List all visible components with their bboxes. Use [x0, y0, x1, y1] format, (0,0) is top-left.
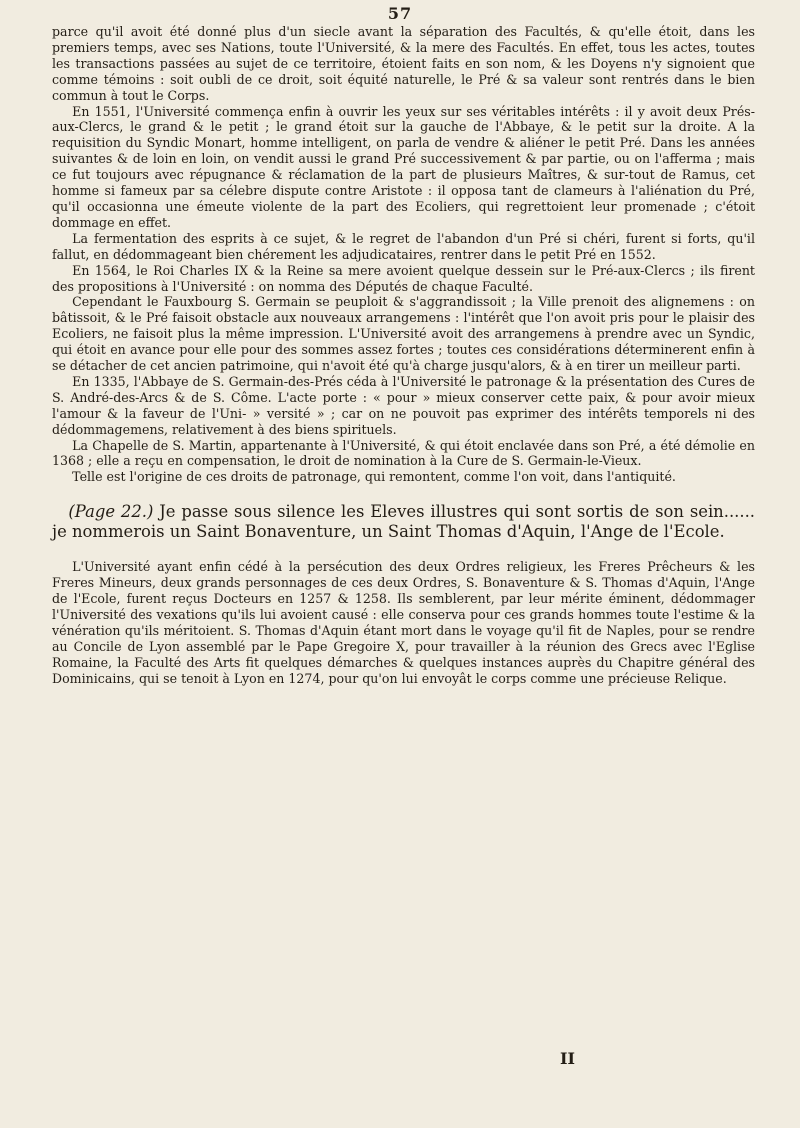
paragraph: Telle est l'origine de ces droits de patronage, qui remontent, comme l'on voit, dans l'antiquité.	[72, 469, 676, 485]
paragraph: En 1564, le Roi Charles IX & la Reine sa mere avoient quelque dessein sur le Pré-aux-Clercs ; ils firent des propositions à l'Université : on nomma des Députés de chaque Faculté.	[52, 262, 755, 294]
body-text	[52, 24, 755, 687]
paragraph: Cependant le Fauxbourg S. Germain se peuploit & s'aggrandissoit ; la Ville prenoit des alignemens : on bâtissoit, & le Pré faisoit obstacle aux nouveaux arrangemens : l'intérêt que l'on avoit pris pour le plaisir des Ecoliers, ne faisoit plus la même impression. L'Université avoit des arrangemens à prendre avec un Syndic, qui étoit en avance pour elle pour des sommes assez fortes ; toutes ces considérations déterminerent enfin à se détacher de cet ancien patrimoine, qui n'avoit été qu'à charge jusqu'alors, & à en tirer un meilleur parti.	[52, 294, 755, 374]
paragraph: La Chapelle de S. Martin, appartenante à l'Université, & qui étoit enclavée dans son Pré, a été démolie en 1368 ; elle a reçu en compensation, le droit de nomination à la Cure de S. Germain-le-Vieux.	[52, 437, 755, 469]
page-reference: (Page 22.)	[68, 502, 154, 522]
catchword: II	[560, 1049, 575, 1068]
paragraph: En 1551, l'Université commença enfin à ouvrir les yeux sur ses véritables intérêts : il y avoit deux Prés-aux-Clercs, le grand & le petit ; le grand étoit sur la gauche de l'Abbaye, & le petit sur la droite. A la requisition du Syndic Monart, homme intelligent, on parla de vendre & aliéner le petit Pré. Dans les années suivantes & de loin en loin, on vendit aussi le grand Pré successivement & par partie, ou on l'afferma ; mais ce fut toujours avec répugnance & réclamation de la part de plusieurs Maîtres, & sur-tout de Ramus, cet homme si fameux par sa célebre dispute contre Aristote : il opposa tant de clameurs à l'aliénation du Pré, qu'il occasionna une émeute violente de la part des Ecoliers, qui regrettoient leur promenade ; c'étoit dommage en effet.	[52, 103, 755, 230]
quoted-text: Je passe sous silence les Eleves illustres qui sont sortis de son sein...... je nommerois un Saint Bonaventure, un Saint Thomas d'Aquin, l'Ange de l'Ecole.	[52, 502, 755, 542]
paragraph: La fermentation des esprits à ce sujet, & le regret de l'abandon d'un Pré si chéri, furent si forts, qu'il fallut, en dédommageant bien chérement les adjudicataires, rentrer dans le petit Pré en 1552.	[52, 230, 755, 262]
page-number: 57	[387, 4, 413, 23]
paragraph: parce qu'il avoit été donné plus d'un siecle avant la séparation des Facultés, & qu'elle étoit, dans les premiers temps, avec ses Nations, toute l'Université, & la mere des Facultés. En effet, tous les actes, toutes les transactions passées au sujet de ce territoire, étoient faits en son nom, & les Doyens n'y signoient que comme témoins : soit oubli de ce droit, soit équité naturelle, le Pré & sa valeur sont rentrés dans le bien commun à tout le Corps.	[52, 24, 755, 103]
quoted-passage	[52, 502, 755, 542]
paragraph: En 1335, l'Abbaye de S. Germain-des-Prés céda à l'Université le patronage & la présentation des Cures de S. André-des-Arcs & de S. Côme. L'acte porte : « pour » mieux conserver cette paix, & pour avoir mieux l'amour & la faveur de l'Uni- » versité » ; car on ne pouvoit pas exprimer des intérêts temporels ni des dédommagemens, relativement à des biens spirituels.	[52, 373, 755, 437]
paragraph: L'Université ayant enfin cédé à la persécution des deux Ordres religieux, les Freres Prêcheurs & les Freres Mineurs, deux grands personnages de ces deux Ordres, S. Bonaventure & S. Thomas d'Aquin, l'Ange de l'Ecole, furent reçus Docteurs en 1257 & 1258. Ils semblerent, par leur mérite éminent, dédommager l'Université des vexations qu'ils lui avoient causé : elle conserva pour ces grands hommes toute l'estime & la vénération qu'ils méritoient. S. Thomas d'Aquin étant mort dans le voyage qu'il fit de Naples, pour se rendre au Concile de Lyon assemblé par le Pape Gregoire X, pour travailler à la réunion des Grecs avec l'Eglise Romaine, la Faculté des Arts fit quelques démarches & quelques instances auprès du Chapitre général des Dominicains, qui se tenoit à Lyon en 1274, pour qu'on lui envoyât le corps comme une précieuse Relique.	[52, 559, 755, 686]
